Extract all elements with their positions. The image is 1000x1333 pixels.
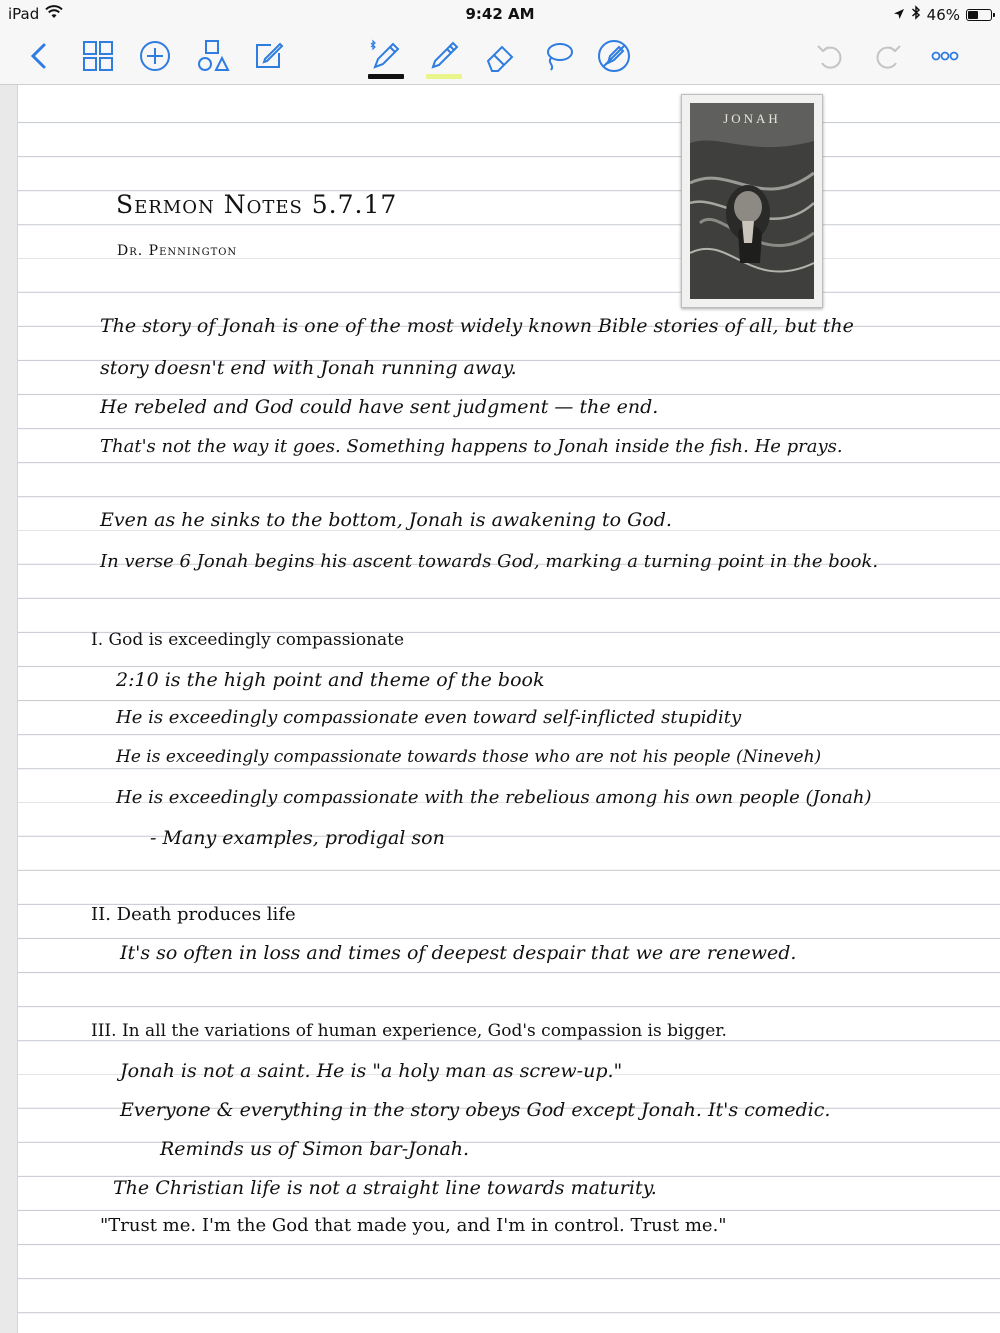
location-arrow-icon bbox=[893, 6, 905, 24]
eraser-tool[interactable] bbox=[481, 36, 521, 76]
battery-percent: 46% bbox=[926, 5, 960, 24]
note-line: Reminds us of Simon bar-Jonah. bbox=[160, 1138, 470, 1160]
note-line: The story of Jonah is one of the most widely known Bible stories of all, but the bbox=[100, 315, 854, 337]
shapes-icon bbox=[196, 39, 230, 73]
no-touch-button[interactable] bbox=[594, 36, 634, 76]
note-title: Sermon Notes 5.7.17 bbox=[116, 190, 398, 219]
status-bar bbox=[0, 0, 1000, 28]
note-speaker: Dr. Pennington bbox=[117, 243, 238, 259]
lasso-icon bbox=[541, 39, 575, 73]
jonah-sermon-cover-image[interactable] bbox=[681, 94, 823, 308]
note-line: "Trust me. I'm the God that made you, and I'm in control. Trust me." bbox=[100, 1215, 727, 1236]
note-line: 2:10 is the high point and theme of the book bbox=[116, 669, 545, 691]
undo-button[interactable] bbox=[810, 36, 850, 76]
back-button[interactable] bbox=[20, 36, 60, 76]
bluetooth-icon bbox=[911, 5, 921, 24]
shapes-button[interactable] bbox=[193, 36, 233, 76]
section-heading: III. In all the variations of human experience, God's compassion is bigger. bbox=[91, 1021, 727, 1041]
note-line: That's not the way it goes. Something happens to Jonah inside the fish. He prays. bbox=[100, 436, 843, 457]
redo-icon bbox=[871, 39, 905, 73]
pen-color-swatch[interactable] bbox=[368, 74, 404, 79]
no-touch-icon bbox=[597, 39, 631, 73]
bluetooth-pen-icon bbox=[369, 39, 403, 73]
lasso-tool[interactable] bbox=[538, 36, 578, 76]
note-line: He is exceedingly compassionate even toward self-inflicted stupidity bbox=[116, 707, 742, 728]
chevron-left-icon bbox=[23, 39, 57, 73]
note-line: Jonah is not a saint. He is "a holy man as screw-up." bbox=[120, 1060, 623, 1082]
cover-title: JONAH bbox=[723, 111, 781, 126]
cover-artwork bbox=[690, 103, 814, 299]
highlighter-color-swatch[interactable] bbox=[426, 74, 462, 79]
plus-circle-icon bbox=[138, 39, 172, 73]
status-right bbox=[893, 5, 992, 24]
note-line: Even as he sinks to the bottom, Jonah is awakening to God. bbox=[100, 509, 672, 531]
note-line: story doesn't end with Jonah running away. bbox=[100, 357, 517, 379]
battery-level bbox=[968, 11, 978, 19]
highlighter-tool[interactable] bbox=[424, 36, 464, 76]
eraser-icon bbox=[484, 39, 518, 73]
note-line: It's so often in loss and times of deepest despair that we are renewed. bbox=[120, 942, 797, 964]
note-line: - Many examples, prodigal son bbox=[150, 827, 445, 849]
wifi-icon bbox=[45, 5, 63, 23]
note-line: He rebeled and God could have sent judgment — the end. bbox=[100, 396, 659, 418]
note-line: Everyone & everything in the story obeys God except Jonah. It's comedic. bbox=[120, 1099, 831, 1121]
section-heading: I. God is exceedingly compassionate bbox=[91, 630, 405, 650]
undo-icon bbox=[813, 39, 847, 73]
device-name: iPad bbox=[8, 5, 40, 23]
pen-tool[interactable] bbox=[366, 36, 406, 76]
status-left bbox=[8, 5, 63, 23]
document-grid-button[interactable] bbox=[78, 36, 118, 76]
compose-icon bbox=[251, 39, 285, 73]
more-icon bbox=[928, 39, 962, 73]
add-button[interactable] bbox=[135, 36, 175, 76]
note-page[interactable] bbox=[17, 85, 1000, 1333]
note-line: He is exceedingly compassionate with the rebelious among his own people (Jonah) bbox=[116, 787, 872, 808]
note-line: He is exceedingly compassionate towards those who are not his people (Nineveh) bbox=[116, 747, 822, 767]
note-line: The Christian life is not a straight line towards maturity. bbox=[113, 1177, 657, 1199]
battery-icon bbox=[966, 9, 992, 21]
section-heading: II. Death produces life bbox=[91, 904, 296, 925]
redo-button[interactable] bbox=[868, 36, 908, 76]
more-button[interactable] bbox=[925, 36, 965, 76]
grid-icon bbox=[81, 39, 115, 73]
clock: 9:42 AM bbox=[465, 5, 535, 23]
toolbar bbox=[0, 28, 1000, 85]
edit-button[interactable] bbox=[248, 36, 288, 76]
note-line: In verse 6 Jonah begins his ascent towards God, marking a turning point in the book. bbox=[100, 551, 879, 572]
highlighter-icon bbox=[427, 39, 461, 73]
